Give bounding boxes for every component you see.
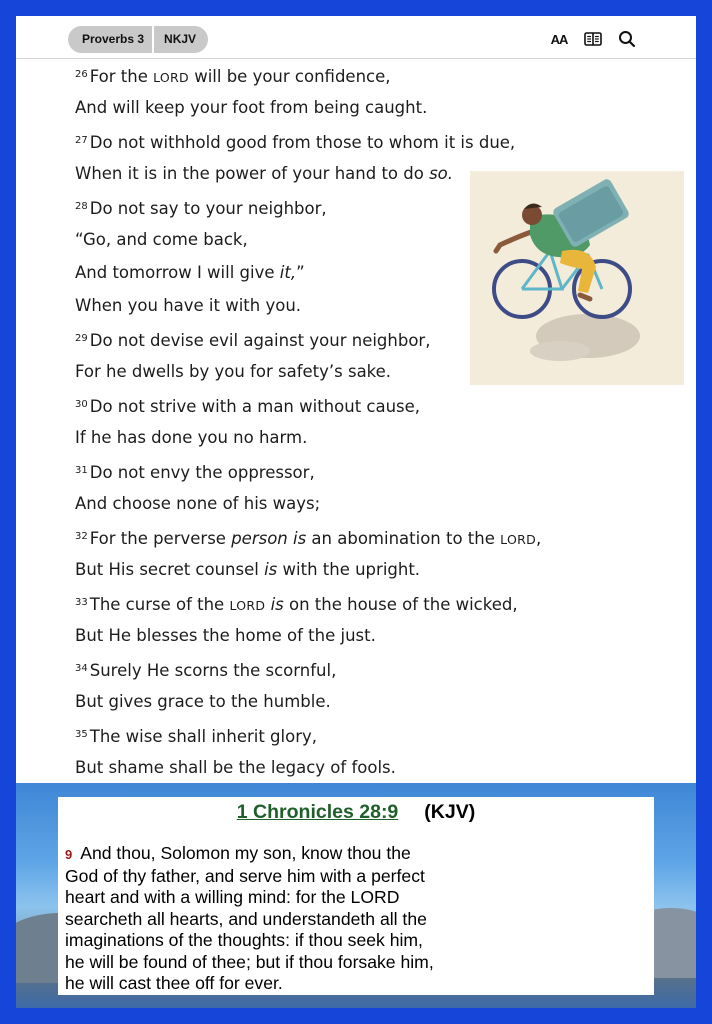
- verse-reference: [58, 801, 654, 824]
- verse-text: Do not withhold good from those to whom it is due,: [89, 133, 516, 152]
- reader-frame: [16, 16, 696, 1008]
- verse-text: Do not say to your neighbor,: [89, 199, 327, 218]
- kjv-verse-text: [65, 843, 655, 995]
- kjv-line: he will cast thee off for ever.: [65, 973, 283, 993]
- verse-number: 27: [75, 135, 88, 146]
- scripture-text: [75, 58, 695, 784]
- verse-text: The curse of the: [89, 595, 230, 614]
- verse-text: will be your confidence,: [188, 67, 391, 86]
- verse-text: person is: [231, 529, 307, 548]
- verse-text: But He blesses the home of the just.: [75, 626, 376, 645]
- verse-text: But His secret counsel: [75, 560, 265, 579]
- verse-line[interactable]: [75, 718, 695, 751]
- verse-number: 35: [75, 729, 88, 740]
- passage-selector: [68, 26, 208, 53]
- toolbar-actions: [548, 30, 638, 48]
- verse-number: 34: [75, 663, 88, 674]
- verse-text: on the house of the wicked,: [283, 595, 518, 614]
- verse-text: is: [264, 560, 278, 579]
- verse-text: But gives grace to the humble.: [75, 692, 331, 711]
- verse-line[interactable]: [75, 586, 695, 619]
- kjv-line-text: And thou, Solomon my son, know thou the: [80, 843, 411, 863]
- verse-line[interactable]: [75, 58, 695, 91]
- kjv-verse-card: [58, 797, 654, 995]
- verse-text: For the: [89, 67, 154, 86]
- kjv-line: [65, 843, 655, 866]
- verse-number: 28: [75, 201, 88, 212]
- verse-text: Do not envy the oppressor,: [89, 463, 315, 482]
- verse-text: For the perverse: [89, 529, 232, 548]
- verse-text: is: [270, 595, 284, 614]
- verse-text: But shame shall be the legacy of fools.: [75, 758, 396, 777]
- verse-line[interactable]: [75, 454, 695, 487]
- text-size-label: AA: [550, 31, 568, 47]
- verse-number: 31: [75, 465, 88, 476]
- verse-text: When you have it with you.: [75, 296, 302, 315]
- reference-link: 1 Chronicles 28:9: [236, 801, 399, 823]
- kjv-verse-number: 9: [65, 847, 73, 862]
- verse-line[interactable]: [75, 619, 695, 652]
- verse-text: The wise shall inherit glory,: [89, 727, 317, 746]
- verse-text: And choose none of his ways;: [75, 494, 321, 513]
- verse-line[interactable]: [75, 652, 695, 685]
- verse-text: it,: [279, 263, 297, 282]
- parallel-book-icon[interactable]: [582, 30, 604, 48]
- reader-toolbar: [16, 16, 696, 59]
- kjv-line: God of thy father, and serve him with a perfect: [65, 865, 425, 886]
- kjv-line: heart and with a willing mind: for the LORD: [65, 887, 400, 907]
- verse-line[interactable]: [75, 124, 695, 157]
- text-size-icon[interactable]: [548, 30, 570, 48]
- verse-text: And will keep your foot from being caught.: [75, 98, 428, 117]
- verse-text: ”: [296, 263, 305, 282]
- verse-text: Do not strive with a man without cause,: [89, 397, 421, 416]
- verse-line[interactable]: [75, 751, 695, 784]
- verse-number: 29: [75, 333, 88, 344]
- search-icon[interactable]: [616, 30, 638, 48]
- kjv-line: imaginations of the thoughts: if thou seek him,: [65, 930, 423, 950]
- verse-text: so.: [429, 164, 454, 183]
- verse-text: an abomination to the: [306, 529, 501, 548]
- verse-text: Surely He scorns the scornful,: [89, 661, 337, 680]
- verse-text: For he dwells by you for safety’s sake.: [75, 362, 392, 381]
- cyclist-carrying-book-icon: [470, 171, 684, 385]
- divine-name-text: LORD: [229, 598, 266, 613]
- reference-version: (KJV): [424, 801, 476, 823]
- verse-line[interactable]: [75, 487, 695, 520]
- verse-line[interactable]: [75, 685, 695, 718]
- verse-line[interactable]: [75, 91, 695, 124]
- verse-text: “Go, and come back,: [75, 230, 248, 249]
- verse-text: When it is in the power of your hand to do: [75, 164, 430, 183]
- verse-line[interactable]: [75, 421, 695, 454]
- divine-name-text: LORD: [500, 532, 536, 547]
- kjv-line: searcheth all hearts, and understandeth all the: [65, 908, 427, 929]
- verse-text: And tomorrow I will give: [75, 263, 280, 282]
- promo-banner: [16, 783, 696, 1008]
- kjv-line: he will be found of thee; but if thou forsake him,: [65, 951, 434, 972]
- verse-line[interactable]: [75, 388, 695, 421]
- verse-number: 30: [75, 399, 88, 410]
- verse-number: 26: [75, 69, 88, 80]
- verse-line[interactable]: [75, 553, 695, 586]
- verse-line[interactable]: [75, 520, 695, 553]
- verse-number: 33: [75, 597, 88, 608]
- verse-text: Do not devise evil against your neighbor,: [89, 331, 431, 350]
- verse-text: with the upright.: [277, 560, 421, 579]
- verse-number: 32: [75, 531, 88, 542]
- book-chapter-button[interactable]: Proverbs 3: [82, 32, 145, 46]
- divine-name-text: LORD: [153, 70, 189, 85]
- verse-text: If he has done you no harm.: [75, 428, 308, 447]
- verse-text: ,: [536, 529, 542, 548]
- version-button[interactable]: NKJV: [152, 26, 208, 53]
